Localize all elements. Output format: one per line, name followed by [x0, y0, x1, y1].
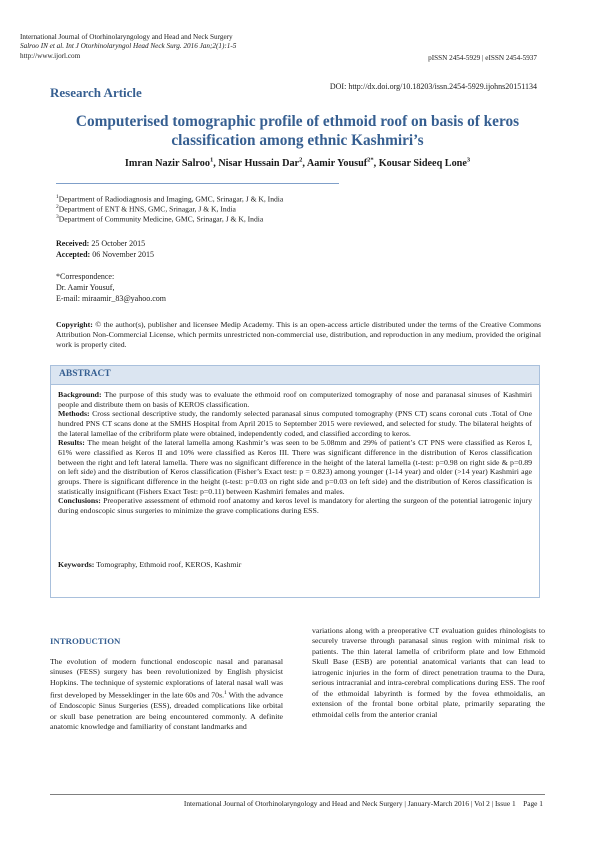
article-title: Computerised tomographic profile of ethmoid roof on basis of keros classification among ethnic Kashmiri’s — [75, 113, 520, 149]
correspondence-label: *Correspondence: — [56, 272, 115, 281]
affiliation: $^2$Department of ENT & HNS, GMC, Srinagar, J & K, India — [56, 204, 236, 214]
intro-right-column: variations along with a preoperative CT evaluation guides rhinologists to securely traverse through paranasal sinus region with minimal risk to patients. The thin lateral lamella of cribriform plate and low Ethmoid Skull Base (ESB) are potential anatomical variants that can lead to iatrogenic injuries in the form of direct penetration trauma to the Dura, serious intracranial and intra-cerebral complications during ESS. The roof of the ethmoidal labyrinth is formed by the fovea ethmoidalis, an extension of the frontal bone orbital plate, primarily separating the ethmoidal cells from the anterior cranial — [312, 626, 545, 719]
abstract-methods: Methods: Cross sectional descriptive study, the randomly selected paranasal sinus computed tomography (PNS CT) scans coronal cuts .Total of One hundred PNS CT scans done at the SMHS Hospital from April 2015 to September 2015 were reviewed, and selected for study. The bilateral heights of the lateral lamellae of the cribriform plate were obtained, independently coded, and classified according to keros. — [58, 409, 532, 438]
affiliation: $^1$Department of Radiodiagnosis and Imaging, GMC, Srinagar, J & K, India — [56, 194, 284, 204]
page-footer: International Journal of Otorhinolaryngology and Head and Neck Surgery | January-March 2016 | Vol 2 | Issue 1 Page 1 — [183, 799, 543, 808]
journal-url[interactable]: http://www.ijorl.com — [20, 52, 81, 60]
abstract-background: Background: The purpose of this study was to evaluate the ethmoid roof on computerized tomography of nose and paranasal sinuses of Kashmiri people and distribute them on basis of KEROS classification. — [58, 390, 532, 409]
author: Nisar Hussain Dar$^2$, — [218, 157, 307, 170]
author-list — [40, 157, 555, 169]
abstract-body — [58, 390, 532, 516]
copyright-notice: Copyright: © the author(s), publisher and licensee Medip Academy. This is an open-access article distributed under the terms of the Creative Commons Attribution Non-Commercial License, which permits unrestricted non-commercial use, distribution, and reproduction in any medium, provided the original work is properly cited. — [56, 320, 541, 350]
abstract-header — [51, 366, 539, 385]
doi[interactable]: DOI: http://dx.doi.org/10.18203/issn.2454-5929.ijohns20151134 — [329, 82, 537, 91]
abstract-heading: ABSTRACT — [59, 369, 111, 379]
affiliation-divider — [56, 183, 339, 184]
author: Imran Nazir Salroo$^1$, — [124, 157, 219, 170]
abstract-results: Results: The mean height of the lateral lamella among Kashmir’s was seen to be 5.08mm and 29% of patient’s CT PNS were classified as Keros I, 61% were classified as Keros II and 10% were classified as Keros III. There was significant difference in the distribution of Keros classification between the right and left lateral lamella. There was no significant difference in the height of the lateral lamella (t-test: p=0.98 on right side & p=0.89 on left side) and the distribution of Keros classification (Fisher’s Exact test: p = 0.823) among younger (1-14 year) and older (>14 year) Kashmiri age groups. There is significant difference in the height (t-test: p=0.03 on right side and p=0.03 on left side) and the distribution of Keros classification is statistically insignificant (Fishers Exact Test: p=0.11) between Kashmiri females and males. — [58, 438, 532, 496]
intro-left-column: The evolution of modern functional endoscopic nasal and paranasal sinuses (FESS) surgery has been revolutionized by English physicist Hopkins. The technique of systemic explorations of lateral nasal wall was first developed by Messeklinger in the late 60s and 70s.$^1$ With the advance of Endoscopic Sinus Surgeries (ESS), dreaded complications like orbital or skull base penetration are being encountered commonly. A definite anatomic knowledge and familiarity of constant landmarks and — [50, 657, 283, 732]
author: Kousar Sideeq Lone$^3$ — [378, 157, 471, 170]
accepted-date: Accepted: 06 November 2015 — [56, 250, 154, 259]
footer-divider — [50, 794, 545, 795]
affiliation: $^3$Department of Community Medicine, GMC, Srinagar, J & K, India — [56, 214, 264, 224]
correspondence-email[interactable]: E-mail: miraamir_83@yahoo.com — [56, 294, 167, 303]
issn: pISSN 2454-5929 | eISSN 2454-5937 — [428, 54, 537, 62]
citation: Salroo IN et al. Int J Otorhinolaryngol Head Neck Surg. 2016 Jan;2(1):1-5 — [20, 42, 237, 50]
abstract-conclusions: Conclusions: Preoperative assessment of ethmoid roof anatomy and keros level is mandatory for alerting the surgeon of the potential iatrogenic injury during endoscopic sinus surgeries to minimize the grave complications during ESS. — [58, 496, 532, 515]
journal-name: International Journal of Otorhinolaryngology and Head and Neck Surgery — [20, 33, 233, 41]
abstract-box — [50, 365, 540, 598]
received-date: Received: 25 October 2015 — [56, 239, 146, 248]
introduction-heading: INTRODUCTION — [50, 636, 121, 646]
author: Aamir Yousuf$^{2*}$, — [306, 157, 379, 170]
correspondence-name: Dr. Aamir Yousuf, — [56, 283, 115, 292]
keywords: Keywords: Tomography, Ethmoid roof, KEROS, Kashmir — [58, 560, 242, 569]
article-type: Research Article — [50, 85, 142, 100]
